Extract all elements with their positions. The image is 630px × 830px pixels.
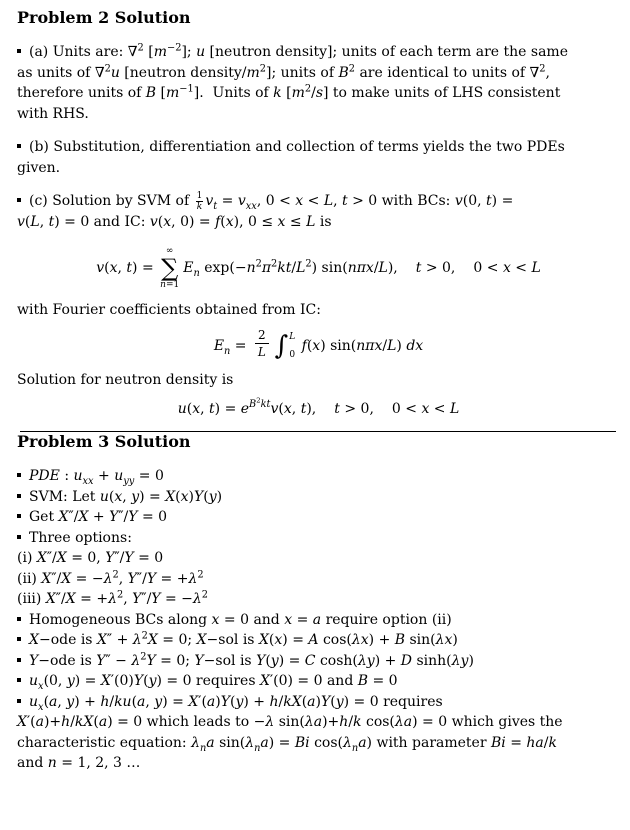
text-line [17,528,620,549]
paragraph-a [17,42,620,124]
line-text: Three options: [29,529,132,546]
text-line [17,692,620,713]
text-line [17,104,620,125]
line-text: v(L, t) = 0 and IC: v(x, 0) = f(x), 0 ≤ x ≤ L is [17,214,332,230]
line-text: $u_x(a$, y) + h/ku(a, y) = X′(a)Y(y) + h/kX(a)Y(y) = 0 requires [29,693,443,713]
fourier-coefficients-text: with Fourier coefficients obtained from IC: [17,301,321,318]
text-line [17,712,620,733]
bullet-marker [17,699,21,703]
bullet-marker [17,637,21,641]
bullet-marker [17,514,21,518]
line-text: X′(a)+h/kX(a) = 0 which leads to −λ sin(λa)+h/k cos(λa) = 0 which gives the [17,714,563,730]
line-text: given. [17,159,61,176]
text-line [17,466,620,487]
line-text: as units of ∇$^2$u [neutron density/$m^2$]; units of $B^2$ are identical to units of ∇$^2$, [17,62,550,81]
bullet-marker [17,49,21,53]
line-text: SVM: Let u(x, y) = X(x)Y(y) [29,488,223,505]
bullet-marker [17,535,21,539]
line-text: (i) X″/X = 0, Y″/Y = 0 [17,550,164,566]
text-line [17,137,620,158]
equation-series-solution: v(x, t) = ∞ ∑ n=1 $E_n$ $\exp(-n^2\pi^2kt/L^2)$ sin(nπx/L), t > 0, 0 < x < L [96,245,541,290]
text-line [17,733,620,754]
line-text: (ii) $X''/X = -\lambda^2$, $Y''/Y = +\lambda^2$ [17,568,204,587]
line-text: and n = 1, 2, 3 … [17,755,141,771]
line-text: PDE : $u_{xx} + u_{yy} = 0$ [29,468,164,487]
line-text: (iii) $X''/X = +\lambda^2$, $Y''/Y = -\lambda^2$ [17,589,209,607]
line-text: Y−ode is $Y'' - \lambda^2Y = 0$; Y−sol is Y(y) = C cosh(λy) + D sinh(λy) [29,650,474,669]
equation-fourier-coefficient: $E_n$ = $\frac{2}{L}$ ∫ L 0 f(x) sin(nπx/L) dx [213,328,424,361]
text-line [17,610,620,631]
paragraph-c [17,191,620,233]
text-line [17,507,620,528]
line-text: X−ode is $X'' + \lambda^2X = 0$; X−sol is X(x) = A cos(λx) + B sin(λx) [29,630,458,648]
line-text: (c) Solution by SVM of $\frac{1}{k}$ $v_t = v_{xx}$, 0 < x < L, t > 0 with BCs: v(0, t) = [29,191,514,212]
text-line [17,487,620,508]
line-text: with RHS. [17,105,89,122]
line-text: $u_x(0$, y) = X′(0)Y(y) = 0 requires X′(0) = 0 and B = 0 [29,673,398,692]
line-text: (b) Substitution, differentiation and collection of terms yields the two PDEs [29,139,565,155]
text-line [17,589,620,610]
line-text: Get X″/X + Y″/Y = 0 [29,509,168,525]
paragraph-b [17,137,620,178]
line-text: (a) Units are: ∇$^2$ $[m^{-2}]$; u [neutron density]; units of each term are the same [29,42,568,60]
text-line [17,548,620,569]
problem-2-heading: Problem 2 Solution [17,8,191,27]
text-line [17,42,620,63]
problem-3-heading: Problem 3 Solution [17,432,191,451]
text-line [17,671,620,692]
bullet-marker [17,144,21,148]
text-line [17,63,620,84]
problem-3-list [17,466,620,774]
line-text: therefore units of B $[m^{-1}]$. Units of k $[m^2/s]$ to make units of LHS consistent [17,83,561,101]
text-line [17,212,620,233]
text-line [17,651,620,672]
line-text: Homogeneous BCs along x = 0 and x = a require option (ii) [29,611,452,628]
bullet-marker [17,473,21,477]
neutron-density-text: Solution for neutron density is [17,372,234,388]
line-text: characteristic equation: $\lambda_na$ $\sin(\lambda_na) = Bi$ $\cos(\lambda_na)$ with parameter Bi = ha/k [17,734,557,754]
text-line [17,83,620,104]
text-line [17,753,620,774]
text-line [17,191,620,212]
text-line [17,569,620,590]
bullet-marker [17,198,21,202]
bullet-marker [17,678,21,682]
bullet-marker [17,617,21,621]
bullet-marker [17,494,21,498]
bullet-marker [17,658,21,662]
text-line [17,630,620,651]
equation-neutron-density: u(x, $t) = e^{B^2kt}v(x$, t), t > 0, 0 < x < L [177,396,460,417]
text-line [17,158,620,179]
